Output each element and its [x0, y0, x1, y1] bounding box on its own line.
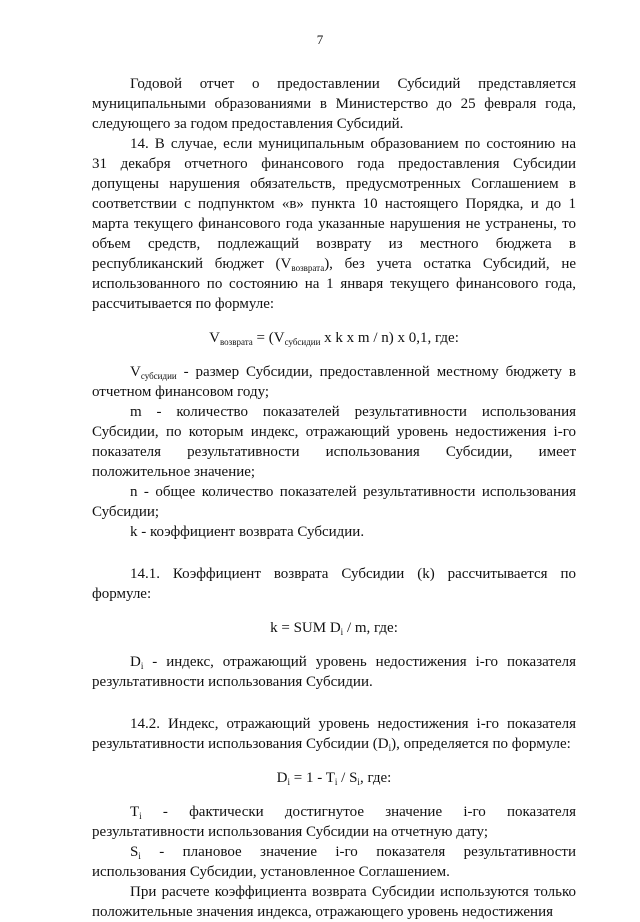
paragraph-annual-report: Годовой отчет о предоставлении Субсидий представляется муниципальными образованиями в Министерство до 25 февраля года, следующего за годом предоставления Субсидий.: [92, 76, 576, 132]
definition-n: n - общее количество показателей результативности использования Субсидии;: [92, 484, 576, 520]
definition-v-subsidy: $V_{субсидии}$ - размер Субсидии, предоставленной местному бюджету в отчетном финансовом году;: [92, 364, 576, 400]
page-number: 7: [316, 32, 324, 47]
paragraph-positive-values: При расчете коэффициента возврата Субсидии используются только положительные значения индекса, отражающего уровень недостижения: [92, 884, 576, 920]
formula-refund-volume: $V_{возврата} = (V_{субсидии}$ x k x m / n) x 0,1, где:: [209, 330, 459, 347]
formula-coefficient-k: k = SUM $D_i$ / m, где:: [270, 620, 398, 637]
definition-k: k - коэффициент возврата Субсидии.: [130, 524, 365, 540]
paragraph-14-2: 14.2. Индекс, отражающий уровень недостижения i-го показателя результативности использования Субсидии $(D_i)$, определяется по формуле:: [92, 716, 576, 753]
definition-si: $S_i$ - плановое значение i-го показателя результативности использования Субсидии, установленное Соглашением.: [92, 844, 576, 880]
definition-di: $D_i$ - индекс, отражающий уровень недостижения i-го показателя результативности использования Субсидии.: [92, 654, 576, 690]
document-body: [92, 74, 576, 922]
definition-ti: $T_i$ - фактически достигнутое значение i-го показателя результативности использования Субсидии на отчетную дату;: [92, 804, 576, 840]
paragraph-14-1: 14.1. Коэффициент возврата Субсидии (k) рассчитывается по формуле:: [92, 566, 576, 602]
formula-index-di: $D_i = 1 - T_i / S_i$, где:: [276, 770, 392, 787]
paragraph-14: 14. В случае, если муниципальным образованием по состоянию на 31 декабря отчетного финансового года предоставления Субсидии допущены нарушения обязательств, предусмотренных Соглашением в соответствии с подпунктом «в» пункта 10 настоящего Порядка, и до 1 марта текущего финансового года указанные нарушения не устранены, то объем средств, подлежащий возврату из местного бюджета в республиканский бюджет $(V_{возврата})$, без учета остатка Субсидий, не использованного по состоянию на 1 января текущего финансового года, рассчитывается по формуле:: [92, 136, 576, 312]
definition-m: m - количество показателей результативности использования Субсидии, по которым индекс, отражающий уровень недостижения i-го показателя результативности использования Субсидии, имеет положительное значение;: [92, 404, 576, 480]
